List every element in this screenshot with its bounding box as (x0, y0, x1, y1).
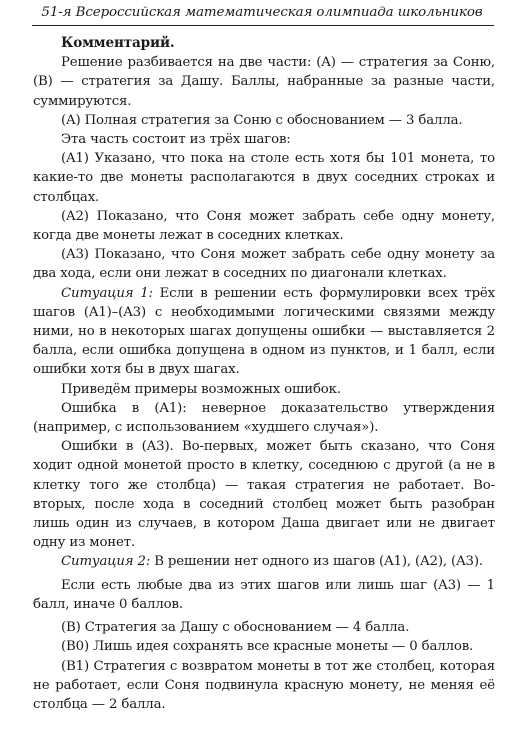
step-a1: (A1) Указано, что пока на столе есть хотя бы 101 монета, то какие-то две монеты располагаются в двух соседних строках и столбцах. (33, 151, 495, 205)
step-a2: (A2) Показано, что Соня может забрать себе одну монету, когда две монеты лежат в соседних клетках. (33, 208, 495, 244)
examples-intro: Приведём примеры возможных ошибок. (61, 381, 341, 397)
comment-title: Комментарий. (61, 35, 175, 51)
situation-1-label: Ситуация 1: (61, 285, 153, 301)
situation-1 (33, 284, 495, 380)
part-b1: (B1) Стратегия с возвратом монеты в тот же столбец, которая не работает, если Соня подвинула красную монету, не меняя её столбца — 2 балла. (33, 658, 495, 712)
error-a3: Ошибки в (A3). Во-первых, может быть сказано, что Соня ходит одной монетой просто в клетку, соседнюю с другой (а не в клетку того же столбца) — такая стратегия не работает. Во-вторых, после хода в соседний столбец может быть разобран лишь один из случаев, в котором Даша двигает или не двигает одну из монет. (33, 439, 495, 551)
part-b0: (B0) Лишь идея сохранять все красные монеты — 0 баллов. (61, 639, 474, 655)
running-header: 51-я Всероссийская математическая олимпиада школьников (41, 5, 483, 20)
situation-2 (33, 552, 495, 571)
part-a-heading: (A) Полная стратегия за Соню с обоснованием — 3 балла. (61, 112, 463, 128)
situation-2-label: Ситуация 2: (61, 554, 151, 570)
comment-intro: Решение разбивается на две части: (A) — стратегия за Соню, (B) — стратегия за Дашу. Баллы, набранные за разные части, суммируются. (33, 55, 495, 109)
situation-2-scoring: Если есть любые два из этих шагов или лишь шаг (A3) — 1 балл, иначе 0 баллов. (33, 577, 495, 612)
comment-section (33, 34, 495, 714)
part-b-heading: (B) Стратегия за Дашу с обоснованием — 4 балла. (61, 620, 410, 636)
header-divider (32, 25, 494, 26)
situation-1-text: Если в решении есть формулировки всех трёх шагов (A1)–(A3) с необходимыми логическими связями между ними, но в некоторых шагах допущены ошибки — выставляется 2 балла, если ошибка допущена в одном из пунктов, и 1 балл, если ошибки хотя бы в двух шагах. (33, 285, 495, 378)
step-a3: (A3) Показано, что Соня может забрать себе одну монету за два хода, если они лежат в соседних по диагонали клетках. (33, 247, 495, 282)
error-a1: Ошибка в (A1): неверное доказательство утверждения (например, с использованием «худшего случая»). (33, 400, 495, 436)
part-a-steps-intro: Эта часть состоит из трёх шагов: (61, 132, 291, 148)
situation-2-text: В решении нет одного из шагов (A1), (A2), (A3). (150, 554, 483, 570)
